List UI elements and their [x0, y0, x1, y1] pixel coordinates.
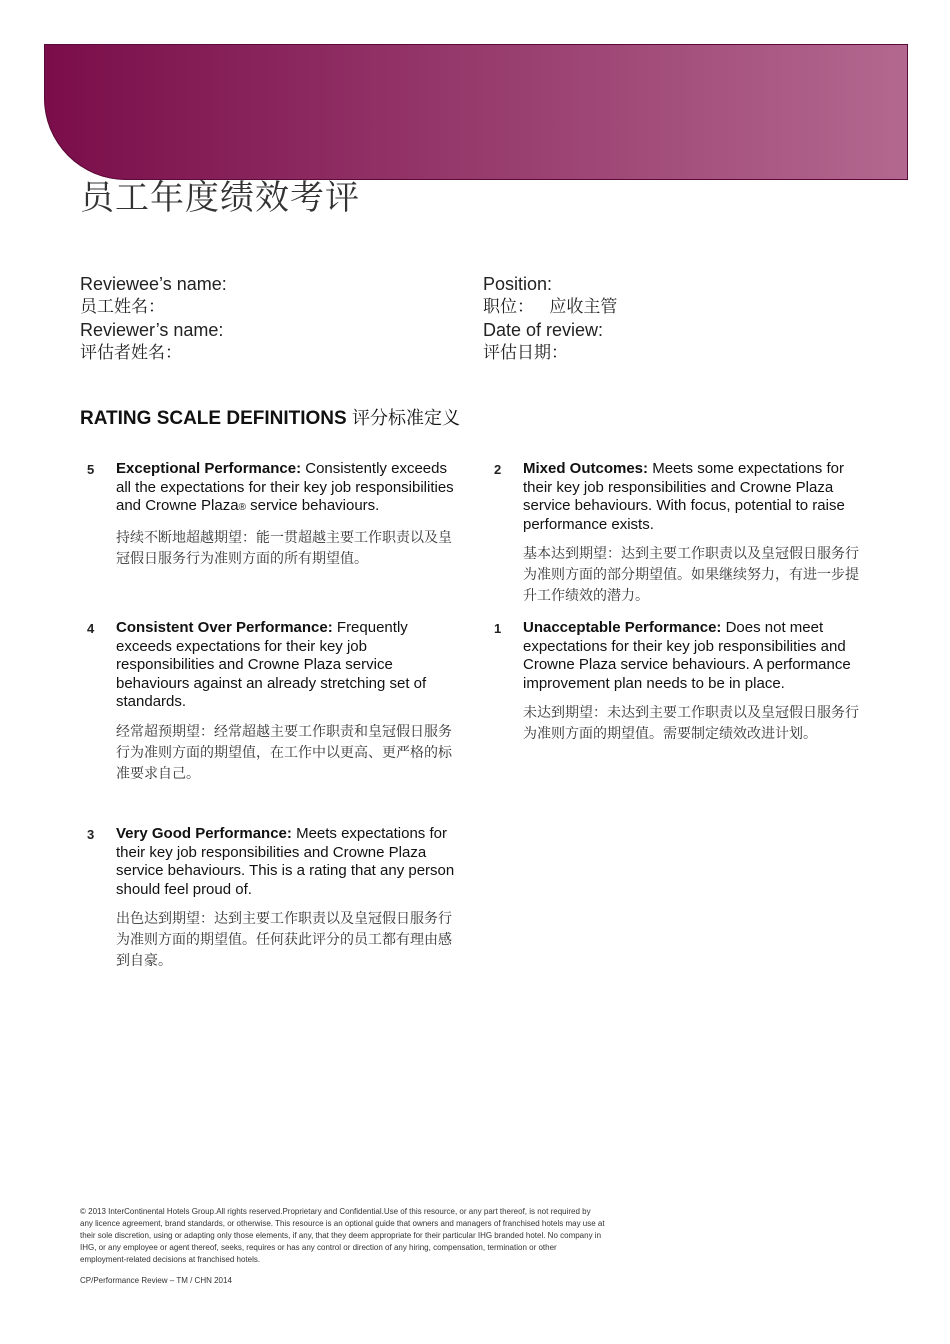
rating-4 [87, 619, 457, 785]
rating-number: 3 [87, 827, 95, 842]
rating-description-zh: 持续不断地超越期望：能一贯超越主要工作职责以及皇冠假日服务行为准则方面的所有期望值。 [116, 529, 452, 567]
rating-name: Consistent Over Performance: [116, 619, 333, 636]
position-date-block [483, 273, 617, 365]
rating-description-zh: 出色达到期望：达到主要工作职责以及皇冠假日服务行为准则方面的期望值。任何获此评分的员工都有理由感到自豪。 [116, 911, 452, 969]
rating-description-en [116, 460, 457, 518]
position-row-zh [483, 296, 617, 319]
rating-number: 5 [87, 462, 95, 477]
rating-name: Unacceptable Performance: [523, 619, 722, 636]
rating-name: Mixed Outcomes: [523, 460, 649, 477]
header-banner [44, 44, 908, 180]
rating-1 [494, 619, 864, 745]
rating-desc: Frequently exceeds expectations for their key job responsibilities and Crowne Plaza service behaviours against an already stretching set of standards. [116, 619, 427, 710]
position-label-zh: 职位： [483, 297, 534, 317]
position-label-en: Position: [483, 274, 553, 294]
date-label-zh: 评估日期： [483, 343, 568, 363]
rating-2 [494, 460, 864, 607]
rating-desc: Meets some expectations for their key job responsibilities and Crowne Plaza service behaviours. With focus, potential to raise performance exists. [523, 460, 845, 533]
rating-description-zh: 基本达到期望：达到主要工作职责以及皇冠假日服务行为准则方面的部分期望值。如果继续努力，有进一步提升工作绩效的潜力。 [523, 546, 859, 604]
rating-desc-part1: Consistently exceeds all the expectations for their key job responsibilities and Crowne Plaza [116, 460, 454, 514]
section-title [80, 404, 460, 430]
rating-5 [87, 460, 457, 570]
rating-number: 2 [494, 462, 502, 477]
reviewee-reviewer-block [80, 273, 227, 365]
rating-desc-part2: service behaviours. [245, 497, 380, 514]
rating-description-en [523, 460, 864, 534]
rating-description-en [523, 619, 864, 693]
rating-desc: Meets expectations for their key job responsibilities and Crowne Plaza service behaviours. This is a rating that any person should feel proud of. [116, 825, 455, 898]
rating-number: 4 [87, 621, 95, 636]
reviewer-label-zh: 评估者姓名： [80, 343, 182, 363]
reviewer-label-en: Reviewer’s name: [80, 320, 224, 340]
rating-description-zh: 未达到期望：未达到主要工作职责以及皇冠假日服务行为准则方面的期望值。需要制定绩效改进计划。 [523, 705, 859, 742]
section-title-zh: 评分标准定义 [352, 408, 460, 429]
rating-3 [87, 825, 457, 972]
section-title-en: RATING SCALE DEFINITIONS [80, 408, 347, 429]
registered-mark: ® [238, 502, 246, 513]
rating-name: Very Good Performance: [116, 825, 292, 842]
reviewee-label-en: Reviewee’s name: [80, 274, 227, 294]
page-title: 员工年度绩效考评 [80, 178, 360, 218]
reviewee-label-zh: 员工姓名： [80, 297, 165, 317]
rating-number: 1 [494, 621, 502, 636]
copyright-notice: © 2013 InterContinental Hotels Group.All rights reserved.Proprietary and Confidential.Use of this resource, or any part thereof, is not required by any licence agreement, brand standards, or otherwise. This resource is an optional guide that owners and managers of franchised hotels may use at their sole discretion, using or adapting only those elements, if any, that they deem appropriate for their particular IHG branded hotel. No company in IHG, or any employee or agent thereof, seeks, requires or has any control or direction of any hiring, compensation, termination or other employment-related decisions at franchised hotels. [80, 1207, 605, 1264]
document-code: CP/Performance Review – TM / CHN 2014 [80, 1276, 232, 1285]
rating-name: Exceptional Performance: [116, 460, 302, 477]
rating-description-zh: 经常超预期望：经常超越主要工作职责和皇冠假日服务行为准则方面的期望值，在工作中以更高、更严格的标准要求自己。 [116, 723, 452, 782]
date-label-en: Date of review: [483, 320, 604, 340]
rating-desc: Does not meet expectations for their key job responsibilities and Crowne Plaza service behaviours. A performance improvement plan needs to be in place. [523, 619, 851, 692]
rating-description-en [116, 619, 457, 712]
rating-description-en [116, 825, 457, 899]
position-value: 应收主管 [549, 297, 618, 317]
